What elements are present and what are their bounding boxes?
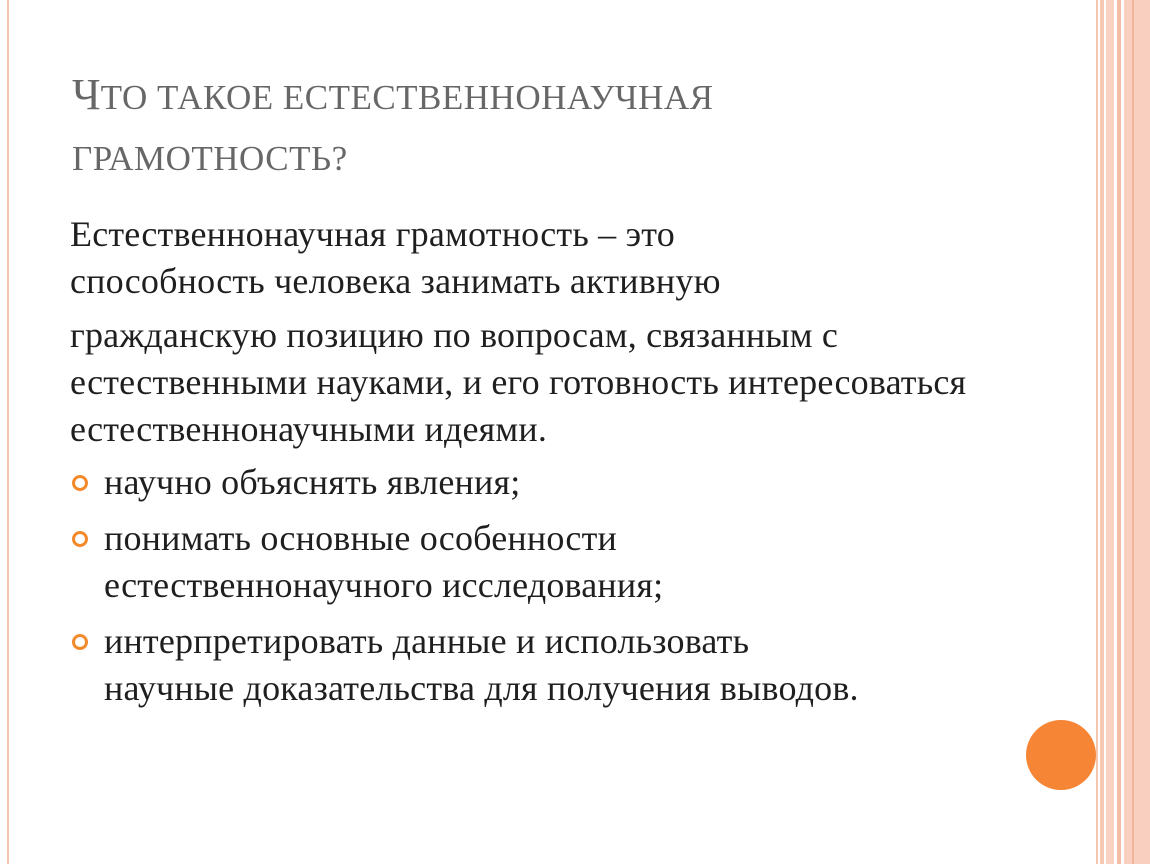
bullet-circle-icon (72, 634, 88, 650)
decor-stripe (1100, 0, 1104, 864)
bullet-text: понимать основные особенности естественнонаучного исследования; (104, 518, 664, 605)
list-item (70, 515, 724, 609)
title-line1: ТО ТАКОЕ ЕСТЕСТВЕННОНАУЧНАЯ (100, 78, 714, 117)
bullet-circle-icon (72, 475, 88, 491)
title-first-letter: Ч (72, 70, 101, 119)
bullet-circle-icon (72, 531, 88, 547)
body-paragraph-2: гражданскую позицию по вопросам, связанным с естественными науками, и его готовность интересоваться естественнонаучными идеями. (70, 315, 967, 449)
list-item (70, 618, 884, 712)
body-paragraph-1: Естественнонаучная грамотность – это способность человека занимать активную (70, 214, 721, 301)
slide-title (72, 66, 972, 188)
decor-stripe (1117, 0, 1121, 864)
decor-stripe (1124, 0, 1150, 864)
bullet-list (70, 459, 990, 721)
bullet-text: интерпретировать данные и использовать научные доказательства для получения выводов. (104, 621, 859, 708)
decor-stripe (1132, 0, 1134, 864)
decorative-circle (1026, 720, 1096, 790)
bullet-text: научно объяснять явления; (104, 462, 521, 502)
decor-stripe (1106, 0, 1114, 864)
list-item (70, 459, 990, 506)
title-line2: ГРАМОТНОСТЬ? (72, 139, 348, 178)
